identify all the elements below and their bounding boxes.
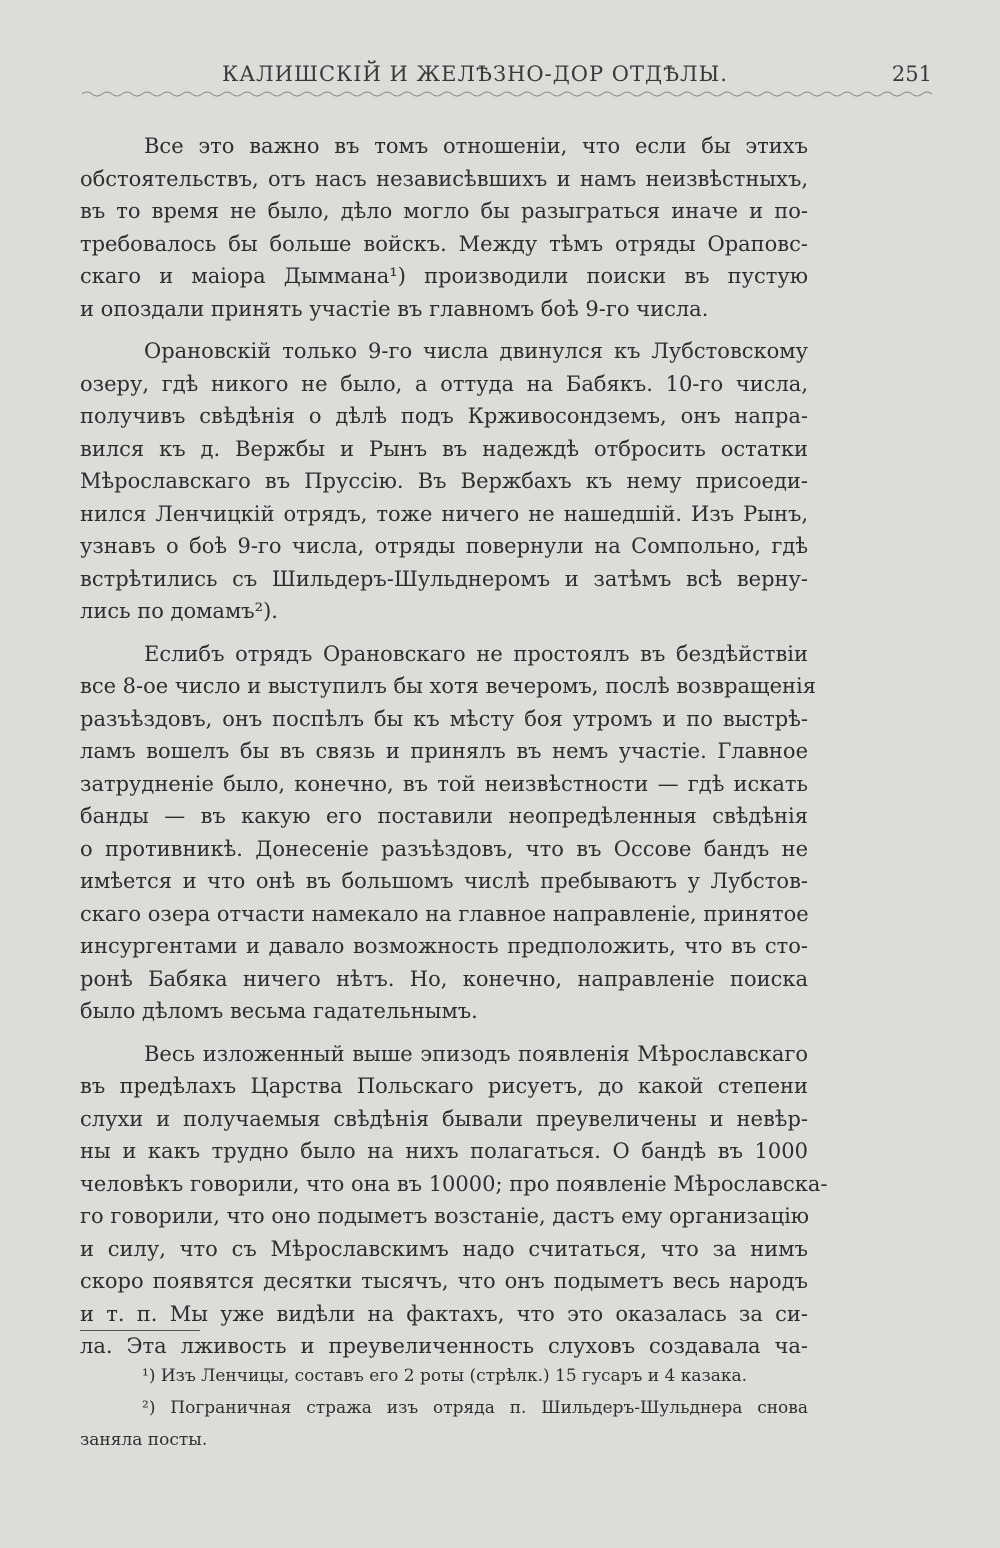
text-line: инсургентами и давало возможность предположить, что въ сто- — [80, 934, 808, 958]
page-number: 251 — [891, 62, 932, 86]
footnote-line: заняла посты. — [80, 1430, 208, 1450]
text-line: разъѣздовъ, онъ поспѣлъ бы къ мѣсту боя утромъ и по выстрѣ- — [80, 706, 808, 731]
text-line: ламъ вошелъ бы въ связь и принялъ въ немъ участіе. Главное — [80, 739, 808, 763]
text-line: лись по домамъ²). — [80, 599, 278, 623]
text-line: встрѣтились съ Шильдеръ-Шульднеромъ и затѣмъ всѣ верну- — [80, 566, 808, 591]
text-line: озеру, гдѣ никого не было, а оттуда на Бабякъ. 10-го числа, — [80, 371, 808, 396]
text-line: получивъ свѣдѣнія о дѣлѣ подъ Крживосондземъ, онъ напра- — [80, 404, 808, 428]
text-line: затрудненіе было, конечно, въ той неизвѣстности — гдѣ искать — [80, 771, 808, 796]
text-line: и силу, что съ Мѣрославскимъ надо считаться, что за нимъ — [80, 1236, 808, 1261]
text-line: въ то время не было, дѣло могло бы разыграться иначе и по- — [80, 199, 808, 223]
text-line: и т. п. Мы уже видѣли на фактахъ, что это оказалась за си- — [80, 1301, 808, 1326]
text-line: Орановскій только 9-го числа двинулся къ Лубстовскому — [144, 339, 808, 363]
footnotes — [80, 1360, 808, 1456]
text-line: имѣется и что онѣ въ большомъ числѣ пребываютъ у Лубстов- — [80, 869, 808, 893]
text-line: ны и какъ трудно было на нихъ полагаться. О бандѣ въ 1000 — [80, 1139, 808, 1163]
text-line: Весь изложенный выше эпизодъ появленія Мѣрославскаго — [144, 1041, 808, 1066]
paragraph — [80, 335, 808, 628]
text-line: обстоятельствъ, отъ насъ независѣвшихъ и намъ неизвѣстныхъ, — [80, 166, 808, 191]
text-line: нился Ленчицкій отрядъ, тоже ничего не нашедшій. Изъ Рынъ, — [80, 501, 808, 526]
text-line: банды — въ какую его поставили неопредѣленныя свѣдѣнія — [80, 804, 808, 828]
text-line: о противникѣ. Донесеніе разъѣздовъ, что въ Оссове бандъ не — [80, 836, 808, 861]
footnote-divider — [80, 1330, 200, 1331]
text-line: узнавъ о боѣ 9-го числа, отряды повернули на Сомпольно, гдѣ — [80, 534, 808, 558]
footnote-line: ¹) Изъ Ленчицы, составъ его 2 роты (стрѣлк.) 15 гусаръ и 4 казака. — [142, 1366, 748, 1386]
text-line: Все это важно въ томъ отношеніи, что если бы этихъ — [144, 134, 808, 158]
text-line: ла. Эта лживость и преувеличенность слуховъ создавала ча- — [80, 1334, 808, 1358]
text-line: го говорили, что оно подыметъ возстаніе, дастъ ему организацію — [80, 1204, 810, 1228]
text-line: въ предѣлахъ Царства Польскаго рисуетъ, до какой степени — [80, 1074, 808, 1098]
text-line: вился къ д. Вержбы и Рынъ въ надеждѣ отбросить остатки — [80, 436, 808, 461]
paragraph — [80, 130, 808, 325]
text-line: было дѣломъ весьма гадательнымъ. — [80, 999, 478, 1023]
text-line: требовалось бы больше войскъ. Между тѣмъ отряды Ораповс- — [80, 231, 808, 256]
text-line: все 8-ое число и выступилъ бы хотя вечеромъ, послѣ возвращенія — [80, 674, 816, 698]
text-line: скаго и маіора Дыммана¹) производили поиски въ пустую — [80, 264, 808, 288]
text-line: Еслибъ отрядъ Орановскаго не простоялъ въ бездѣйствіи — [144, 641, 808, 666]
text-line: слухи и получаемыя свѣдѣнія бывали преувеличены и невѣр- — [80, 1106, 808, 1131]
wavy-header-rule — [82, 88, 932, 100]
paragraph — [80, 638, 816, 1028]
text-line: скаго озера отчасти намекало на главное направленіе, принятое — [80, 901, 809, 926]
running-title: КАЛИШСКІЙ И ЖЕЛѢЗНО-ДОР ОТДѢЛЫ. — [222, 62, 728, 86]
text-line: человѣкъ говорили, что она въ 10000; про появленіе Мѣрославска- — [80, 1171, 828, 1196]
text-line: скоро появятся десятки тысячъ, что онъ подыметъ весь народъ — [80, 1269, 808, 1293]
text-line: и опоздали принять участіе въ главномъ боѣ 9-го числа. — [80, 296, 709, 321]
text-line: Мѣрославскаго въ Пруссію. Въ Вержбахъ къ нему присоеди- — [80, 469, 808, 493]
text-line: ронѣ Бабяка ничего нѣтъ. Но, конечно, направленіе поиска — [80, 966, 808, 991]
main-text — [80, 130, 828, 1373]
paragraph — [80, 1038, 828, 1363]
footnote-line: ²) Пограничная стража изъ отряда п. Шильдеръ-Шульднера снова — [142, 1398, 808, 1418]
